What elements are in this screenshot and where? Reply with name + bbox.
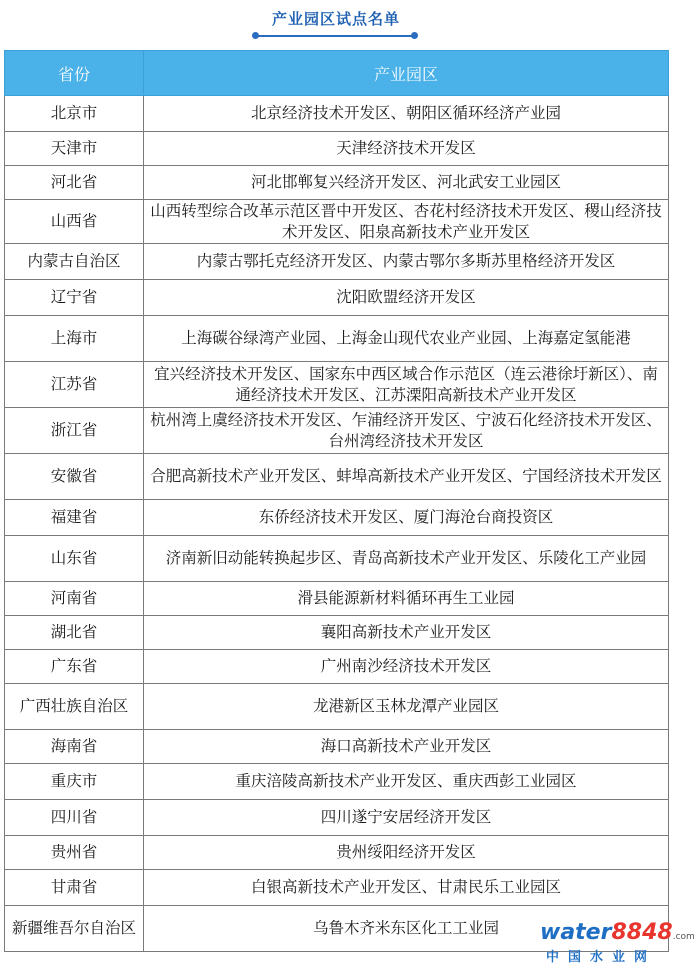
title-dot-right (411, 32, 418, 39)
park-cell: 海口高新技术产业开发区 (144, 730, 669, 764)
table-header-row (5, 51, 669, 96)
table-row (5, 244, 669, 280)
province-cell: 海南省 (5, 730, 144, 764)
table-row (5, 200, 669, 244)
page-title: 产业园区试点名单 (271, 10, 400, 28)
table-row (5, 132, 669, 166)
header-province: 省份 (5, 51, 144, 96)
table-row (5, 362, 669, 408)
park-cell: 北京经济技术开发区、朝阳区循环经济产业园 (144, 96, 669, 132)
province-cell: 上海市 (5, 316, 144, 362)
province-cell: 内蒙古自治区 (5, 244, 144, 280)
park-cell: 济南新旧动能转换起步区、青岛高新技术产业开发区、乐陵化工产业园 (144, 536, 669, 582)
park-cell: 东侨经济技术开发区、厦门海沧台商投资区 (144, 500, 669, 536)
park-cell: 山西转型综合改革示范区晋中开发区、杏花村经济技术开发区、稷山经济技术开发区、阳泉高新技术产业开发区 (144, 200, 669, 244)
province-cell: 广东省 (5, 650, 144, 684)
table-row (5, 800, 669, 836)
park-cell: 乌鲁木齐米东区化工工业园 (144, 906, 669, 952)
province-cell: 贵州省 (5, 836, 144, 870)
table-row (5, 730, 669, 764)
park-cell: 广州南沙经济技术开发区 (144, 650, 669, 684)
park-cell: 白银高新技术产业开发区、甘肃民乐工业园区 (144, 870, 669, 906)
park-cell: 合肥高新技术产业开发区、蚌埠高新技术产业开发区、宁国经济技术开发区 (144, 454, 669, 500)
province-cell: 天津市 (5, 132, 144, 166)
title-underline (255, 35, 415, 37)
table-row (5, 536, 669, 582)
park-list-table (4, 50, 695, 952)
table-row (5, 454, 669, 500)
park-cell: 内蒙古鄂托克经济开发区、内蒙古鄂尔多斯苏里格经济开发区 (144, 244, 669, 280)
province-cell: 广西壮族自治区 (5, 684, 144, 730)
park-cell: 襄阳高新技术产业开发区 (144, 616, 669, 650)
province-cell: 四川省 (5, 800, 144, 836)
table-row (5, 870, 669, 906)
province-cell: 河北省 (5, 166, 144, 200)
province-cell: 浙江省 (5, 408, 144, 454)
province-cell: 江苏省 (5, 362, 144, 408)
province-cell: 山东省 (5, 536, 144, 582)
header-park: 产业园区 (144, 51, 669, 96)
table-row (5, 684, 669, 730)
table-row (5, 500, 669, 536)
park-cell: 沈阳欧盟经济开发区 (144, 280, 669, 316)
table-row (5, 836, 669, 870)
park-cell: 河北邯郸复兴经济开发区、河北武安工业园区 (144, 166, 669, 200)
table-row (5, 764, 669, 800)
title-bar (0, 0, 672, 50)
province-cell: 重庆市 (5, 764, 144, 800)
province-cell: 辽宁省 (5, 280, 144, 316)
watermark-brand: water8848.com (540, 920, 695, 945)
site-watermark-logo (540, 920, 695, 966)
park-cell: 上海碳谷绿湾产业园、上海金山现代农业产业园、上海嘉定氢能港 (144, 316, 669, 362)
park-cell: 四川遂宁安居经济开发区 (144, 800, 669, 836)
table-row (5, 280, 669, 316)
province-cell: 甘肃省 (5, 870, 144, 906)
park-cell: 宜兴经济技术开发区、国家东中西区域合作示范区（连云港徐圩新区）、南通经济技术开发区、江苏溧阳高新技术产业开发区 (144, 362, 669, 408)
province-cell: 山西省 (5, 200, 144, 244)
province-cell: 安徽省 (5, 454, 144, 500)
park-cell: 龙港新区玉林龙潭产业园区 (144, 684, 669, 730)
park-cell: 滑县能源新材料循环再生工业园 (144, 582, 669, 616)
table-row (5, 582, 669, 616)
table-row (5, 408, 669, 454)
watermark-tagline: 中国水业网 (546, 950, 657, 965)
park-cell: 天津经济技术开发区 (144, 132, 669, 166)
park-cell: 贵州绥阳经济开发区 (144, 836, 669, 870)
title-dot-left (252, 32, 259, 39)
province-cell: 河南省 (5, 582, 144, 616)
province-cell: 湖北省 (5, 616, 144, 650)
province-cell: 新疆维吾尔自治区 (5, 906, 144, 952)
park-cell: 杭州湾上虞经济技术开发区、乍浦经济开发区、宁波石化经济技术开发区、台州湾经济技术开发区 (144, 408, 669, 454)
province-cell: 北京市 (5, 96, 144, 132)
table-row (5, 96, 669, 132)
table-row (5, 616, 669, 650)
table-row (5, 650, 669, 684)
province-cell: 福建省 (5, 500, 144, 536)
table-body (5, 96, 695, 952)
park-cell: 重庆涪陵高新技术产业开发区、重庆西彭工业园区 (144, 764, 669, 800)
table-row (5, 166, 669, 200)
table-row (5, 316, 669, 362)
